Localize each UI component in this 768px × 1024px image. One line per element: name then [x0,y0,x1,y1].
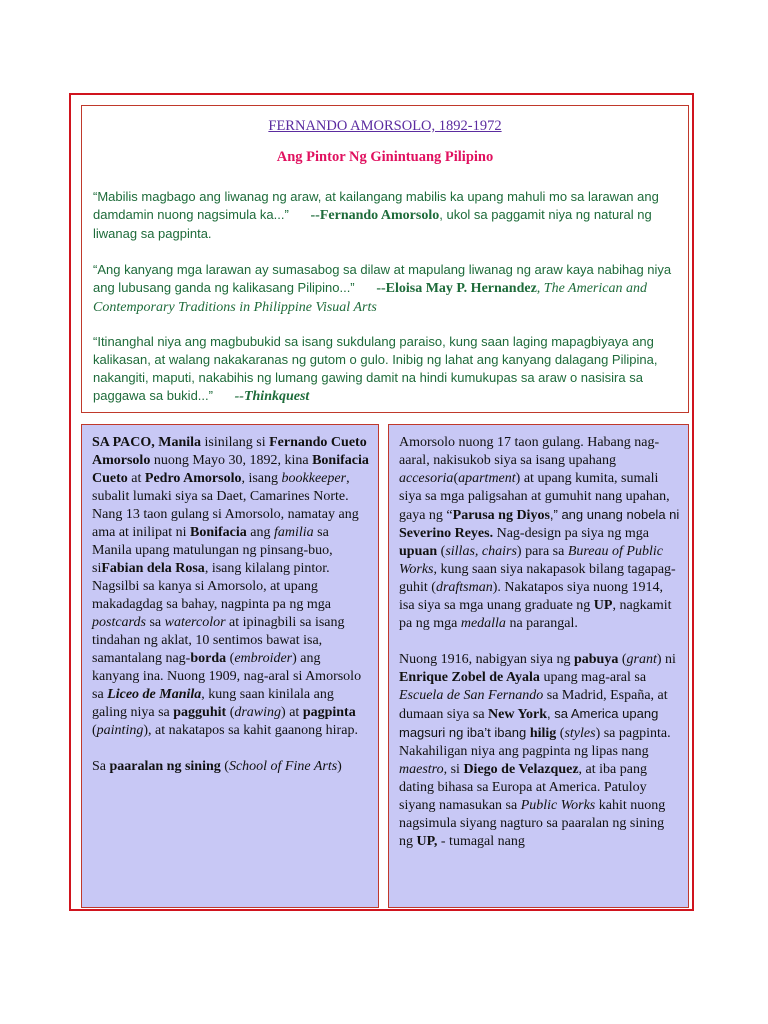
text: at ipinagbili sa isang tindahan ng aklat, 10 sentimos bawat isa, samantalang nag- [92,615,345,666]
text: Amorsolo nuong 17 taon gulang. Habang nag-aaral, nakisukob siya sa isang upahang [399,435,660,468]
text: - tumagal nang [437,834,525,849]
quote-text: “Ang kanyang mga larawan ay sumasabog sa dilaw at mapulang liwanag ng araw kaya nabihag niya ang lubusang ganda ng kalikasang Pilipino...” [93,262,672,295]
right-paragraph-2 [399,651,680,851]
text-italic: styles [564,726,596,741]
text: ( [226,651,235,666]
text: , isang [241,471,282,486]
text-italic: Bureau of Public Works [399,544,663,577]
text-italic: drawing [234,705,282,720]
text-bold: Pedro Amorsolo [144,471,242,486]
text-italic: watercolor [164,615,226,630]
quote-context: , ukol sa paggamit niya ng natural ng liwanag sa pagpinta. [93,207,652,241]
text-italic: grant [626,652,657,667]
text-italic: accesoria [399,471,454,486]
text-italic: Public Works [520,798,596,813]
text: at [127,471,145,486]
text: ), at nakatapos sa kahit gaanong hirap. [143,723,358,738]
text-bold: hilig [529,726,557,741]
text: isinilang si [201,435,270,450]
text-bold: pagguhit [173,705,227,720]
text-bold: paaralan ng sining [109,759,221,774]
text-bold-italic: Liceo de Manila [107,687,202,702]
text-italic: bookkeeper [281,471,347,486]
intro-box [81,105,689,413]
text-italic: apartment [458,471,516,486]
text: sa Madrid, España, at dumaan siya sa [399,688,668,722]
text: ( [453,471,459,486]
text-italic: School of Fine Arts [228,759,338,774]
text: sa [145,615,165,630]
text-bold: Bonifacia [189,525,247,540]
text-bold: Parusa ng Diyos [452,508,550,523]
text-italic: embroider [234,651,293,666]
text-bold: Diego de Velazquez [463,762,579,777]
text: ). Nakatapos siya nuong 1914, isa siya sa mga unang graduate ng [399,580,664,613]
text: ( [618,652,627,667]
text-bold: pagpinta [302,705,356,720]
text: , si [443,762,464,777]
text: ( [220,759,229,774]
text: , sa America upang magsuri ng iba’t ibang [399,706,659,740]
text-italic: Escuela de San Fernando [399,688,544,703]
text-bold: Bonifacia Cueto [92,453,369,486]
text-italic: familia [273,525,314,540]
text-bold: Fernando Cueto Amorsolo [92,435,367,468]
text: ,” ang unang nobela ni [549,507,680,522]
page-subtitle: Ang Pintor Ng Ginintuang Pilipino [276,149,494,165]
text: Sa [92,759,110,774]
text-italic: maestro [399,762,444,777]
text-bold: UP [593,598,613,613]
text: , kung saan kinilala ang galing niya sa [92,687,334,720]
right-column [388,424,689,908]
text-bold: New York [488,707,548,722]
text: , at iba pang dating bihasa sa Europa at America. Patuloy siyang namasukan sa [399,762,647,813]
text: ( [226,705,235,720]
quote-thinkquest [93,333,680,406]
text-bold: Fabian dela Rosa [101,561,205,576]
quote-author: --Fernando Amorsolo [310,208,440,223]
text-bold: pabuya [573,652,619,667]
text-italic: painting [96,723,144,738]
right-paragraph-1 [399,434,680,633]
left-paragraph-1 [92,434,370,740]
text: ( [92,723,97,738]
text: ( [437,544,446,559]
text: ) ni [656,652,676,667]
text-italic: medalla [460,616,506,631]
text: , subalit lumaki siya sa Daet, Camarines Norte. Nang 13 taon gulang si Amorsolo, namatay ang ama at inilipat ni [92,471,359,540]
text: , kung saan siya nakapasok bilang tagapag-guhit ( [399,562,676,595]
text-bold: borda [190,651,227,666]
text-italic: postcards [92,615,146,630]
text-italic: draftsman [435,580,493,595]
text: ) sa pagpinta. Nakahiligan niya ang pagpinta ng lipas nang [399,726,671,759]
text: ) at upang kumita, sumali siya sa mga paligsahan at gumuhit nang upahan, gaya ng “ [399,471,670,523]
text: ( [556,726,565,741]
text-bold: Enrique Zobel de Ayala [399,670,540,685]
text: sa Manila upang matulungan ng pinsang-buo, si [92,525,333,576]
text-bold: UP, [416,834,438,849]
text: Nuong 1916, nabigyan siya ng [399,652,574,667]
left-paragraph-2 [92,758,370,776]
text: nuong Mayo 30, 1892, kina [150,453,313,468]
text: ) at [281,705,303,720]
text: upang mag-aral sa [539,670,647,685]
text: Nag-design pa siya ng mga [493,526,650,541]
text-bold: upuan [399,544,438,559]
quote-amorsolo [93,188,680,243]
quote-author: --Thinkquest [234,389,310,404]
text-italic: sillas, chairs [445,544,517,559]
page-title: FERNANDO AMORSOLO, 1892-1972 [268,118,502,134]
text: kahit nuong nagsimula siyang nagturo sa paaralan ng sining ng [399,798,666,849]
left-column [81,424,379,908]
quote-text: “Itinanghal niya ang magbubukid sa isang sukdulang paraiso, kung saan laging mapagbiyaya ang kalikasan, at walang nakakaranas ng gutom o gulo. Inibig ng lahat ang kanyang dalagang Pilipina, nakangiti, maputi, nakabihis ng lumang gawing damit na hindi kumukupas sa araw o nasisira sa paggawa sa bukid...” [93,334,658,403]
text-bold: SA PACO, Manila [92,435,202,450]
text: ) ang kanyang ina. Nuong 1909, nag-aral si Amorsolo sa [92,651,362,702]
quote-source: , The American and Contemporary Traditions in Philippine Visual Arts [93,281,647,315]
text: ) [337,759,342,774]
text: ang [246,525,274,540]
text: , nagkamit pa ng mga [399,598,672,631]
quote-author: --Eloisa May P. Hernandez [376,281,537,296]
text: , isang kilalang pintor. Nagsilbi sa kanya si Amorsolo, at upang makadagdag sa bahay, nagpinta pa ng mga [92,561,331,612]
quote-text: “Mabilis magbago ang liwanag ng araw, at kailangang mabilis ka upang mahuli mo sa larawan ang damdamin nuong nagsimula ka...” [93,189,659,222]
quote-hernandez [93,261,680,317]
text: na parangal. [505,616,578,631]
text-bold: Severino Reyes. [399,526,494,541]
text: ) para sa [516,544,568,559]
